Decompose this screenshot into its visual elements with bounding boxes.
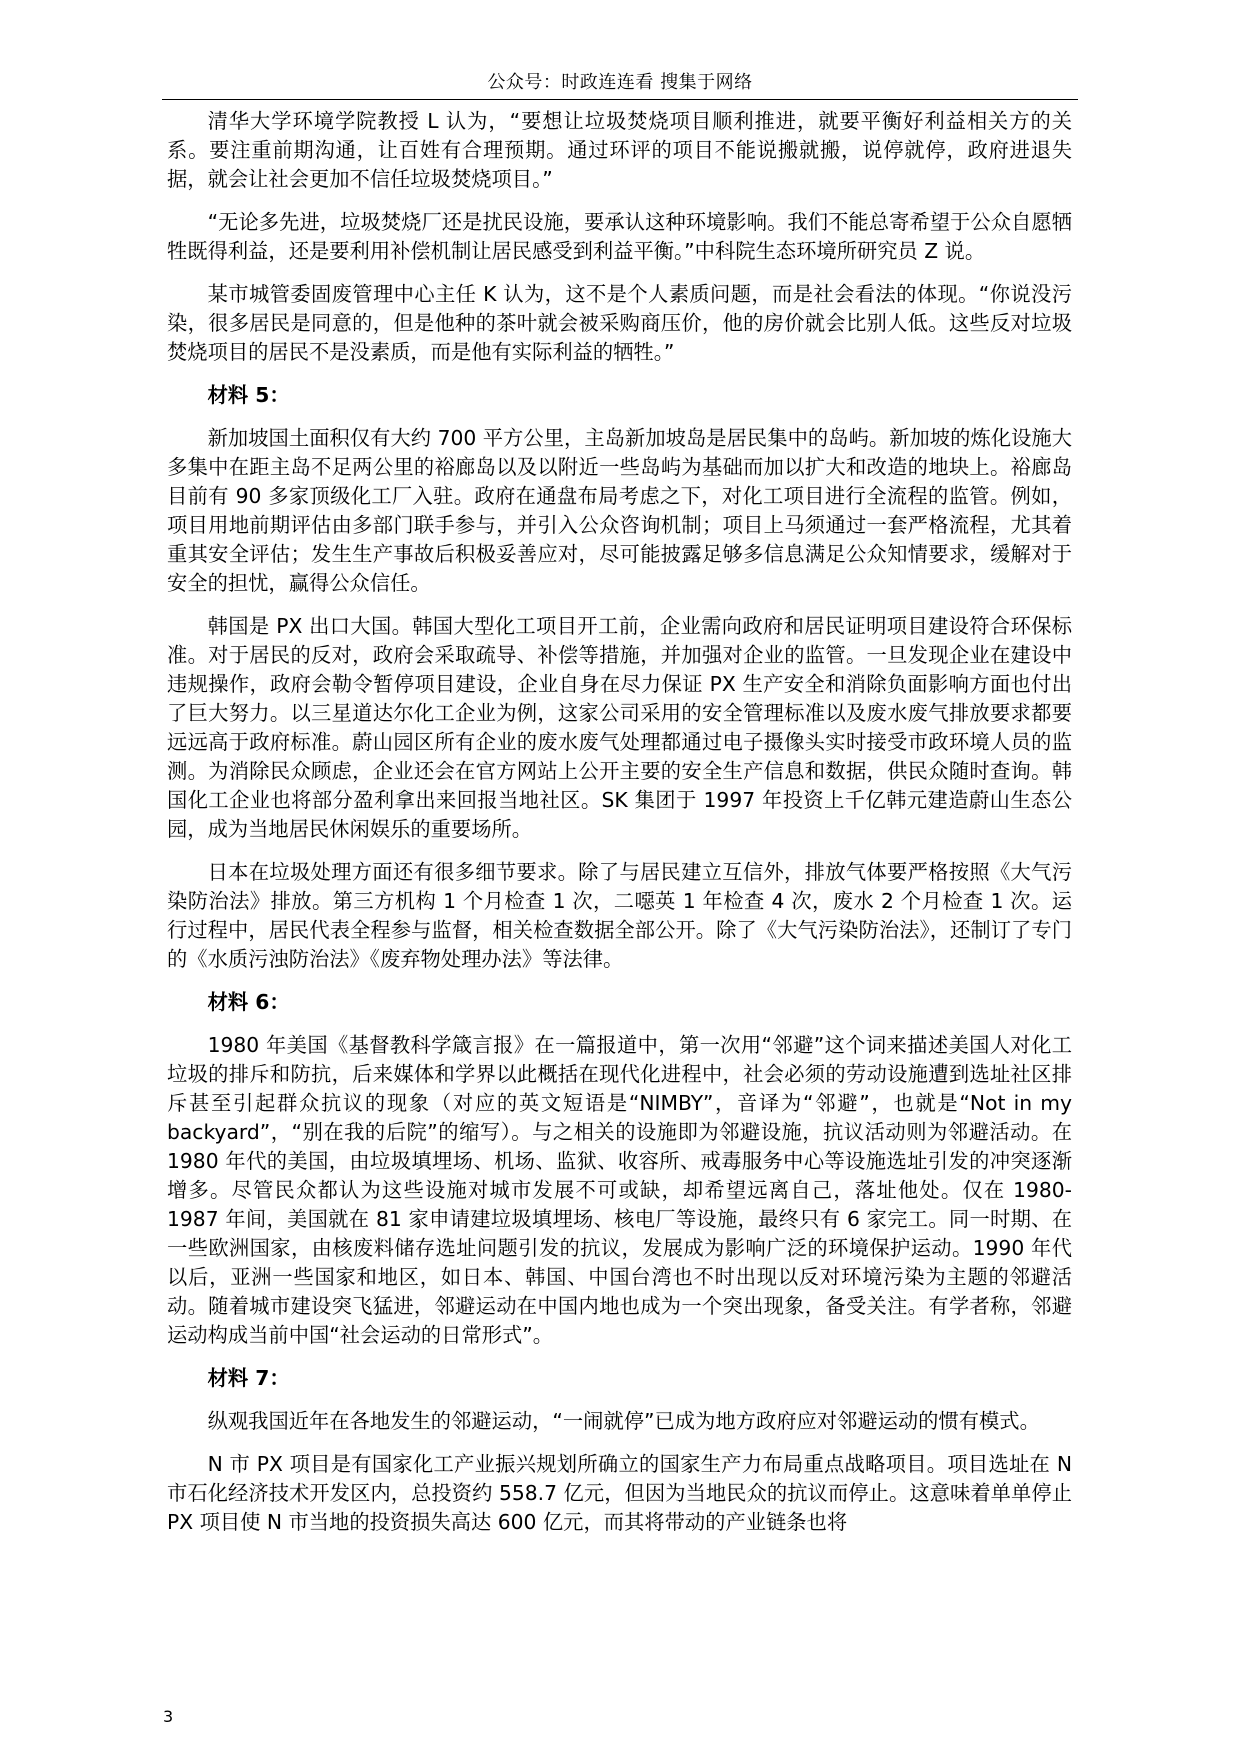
document-body: [167, 107, 1072, 1551]
section-heading-material-6: 材料 6：: [207, 990, 290, 1014]
paragraph: “无论多先进，垃圾焚烧厂还是扰民设施，要承认这种环境影响。我们不能总寄希望于公众自愿牺牲既得利益，还是要利用补偿机制让居民感受到利益平衡。”中科院生态环境所研究员 Z 说。: [167, 210, 1072, 263]
page-number: 3: [163, 1707, 174, 1726]
paragraph: 韩国是 PX 出口大国。韩国大型化工项目开工前，企业需向政府和居民证明项目建设符合环保标准。对于居民的反对，政府会采取疏导、补偿等措施，并加强对企业的监管。一旦发现企业在建设中违规操作，政府会勒令暂停项目建设，企业自身在尽力保证 PX 生产安全和消除负面影响方面也付出了巨大努力。以三星道达尔化工企业为例，这家公司采用的安全管理标准以及废水废气排放要求都要远远高于政府标准。蔚山园区所有企业的废水废气处理都通过电子摄像头实时接受市政环境人员的监测。为消除民众顾虑，企业还会在官方网站上公开主要的安全生产信息和数据，供民众随时查询。韩国化工企业也将部分盈利拿出来回报当地社区。SK 集团于 1997 年投资上千亿韩元建造蔚山生态公园，成为当地居民休闲娱乐的重要场所。: [167, 614, 1072, 841]
page-header: 公众号：时政连连看 搜集于网络: [487, 72, 753, 93]
header-divider: [162, 99, 1078, 100]
paragraph: 纵观我国近年在各地发生的邻避运动，“一闹就停”已成为地方政府应对邻避运动的惯有模式。: [207, 1409, 1040, 1433]
section-heading-material-7: 材料 7：: [207, 1366, 290, 1390]
section-heading-material-5: 材料 5：: [207, 383, 290, 407]
paragraph: 1980 年美国《基督教科学箴言报》在一篇报道中，第一次用“邻避”这个词来描述美国人对化工垃圾的排斥和防抗，后来媒体和学界以此概括在现代化进程中，社会必须的劳动设施遭到选址社区排斥甚至引起群众抗议的现象（对应的英文短语是“NIMBY”，音译为“邻避”，也就是“Not in my backyard”，“别在我的后院”的缩写）。与之相关的设施即为邻避设施，抗议活动则为邻避活动。在 1980 年代的美国，由垃圾填埋场、机场、监狱、收容所、戒毒服务中心等设施选址引发的冲突逐渐增多。尽管民众都认为这些设施对城市发展不可或缺，却希望远离自己，落址他处。仅在 1980-1987 年间，美国就在 81 家申请建垃圾填埋场、核电厂等设施，最终只有 6 家完工。同一时期、在一些欧洲国家，由核废料储存选址问题引发的抗议，发展成为影响广泛的环境保护运动。1990 年代以后，亚洲一些国家和地区，如日本、韩国、中国台湾也不时出现以反对环境污染为主题的邻避活动。随着城市建设突飞猛进，邻避运动在中国内地也成为一个突出现象，备受关注。有学者称，邻避运动构成当前中国“社会运动的日常形式”。: [167, 1033, 1072, 1347]
paragraph: N 市 PX 项目是有国家化工产业振兴规划所确立的国家生产力布局重点战略项目。项目选址在 N 市石化经济技术开发区内，总投资约 558.7 亿元，但因为当地民众的抗议而停止。这意味着单单停止 PX 项目使 N 市当地的投资损失高达 600 亿元，而其将带动的产业链条也将: [167, 1452, 1072, 1534]
paragraph: 某市城管委固废管理中心主任 K 认为，这不是个人素质问题，而是社会看法的体现。“你说没污染，很多居民是同意的，但是他种的茶叶就会被采购商压价，他的房价就会比别人低。这些反对垃圾焚烧项目的居民不是没素质，而是他有实际利益的牺牲。”: [167, 282, 1072, 364]
paragraph: 清华大学环境学院教授 L 认为，“要想让垃圾焚烧项目顺利推进，就要平衡好利益相关方的关系。要注重前期沟通，让百姓有合理预期。通过环评的项目不能说搬就搬，说停就停，政府进退失据，就会让社会更加不信任垃圾焚烧项目。”: [167, 109, 1072, 191]
paragraph: 新加坡国土面积仅有大约 700 平方公里，主岛新加坡岛是居民集中的岛屿。新加坡的炼化设施大多集中在距主岛不足两公里的裕廊岛以及以附近一些岛屿为基础而加以扩大和改造的地块上。裕廊岛目前有 90 多家顶级化工厂入驻。政府在通盘布局考虑之下，对化工项目进行全流程的监管。例如，项目用地前期评估由多部门联手参与，并引入公众咨询机制；项目上马须通过一套严格流程，尤其着重其安全评估；发生生产事故后积极妥善应对，尽可能披露足够多信息满足公众知情要求，缓解对于安全的担忧，赢得公众信任。: [167, 426, 1072, 595]
paragraph: 日本在垃圾处理方面还有很多细节要求。除了与居民建立互信外，排放气体要严格按照《大气污染防治法》排放。第三方机构 1 个月检查 1 次，二噁英 1 年检查 4 次，废水 2 个月检查 1 次。运行过程中，居民代表全程参与监督，相关检查数据全部公开。除了《大气污染防治法》，还制订了专门的《水质污浊防治法》《废弃物处理办法》等法律。: [167, 860, 1072, 971]
